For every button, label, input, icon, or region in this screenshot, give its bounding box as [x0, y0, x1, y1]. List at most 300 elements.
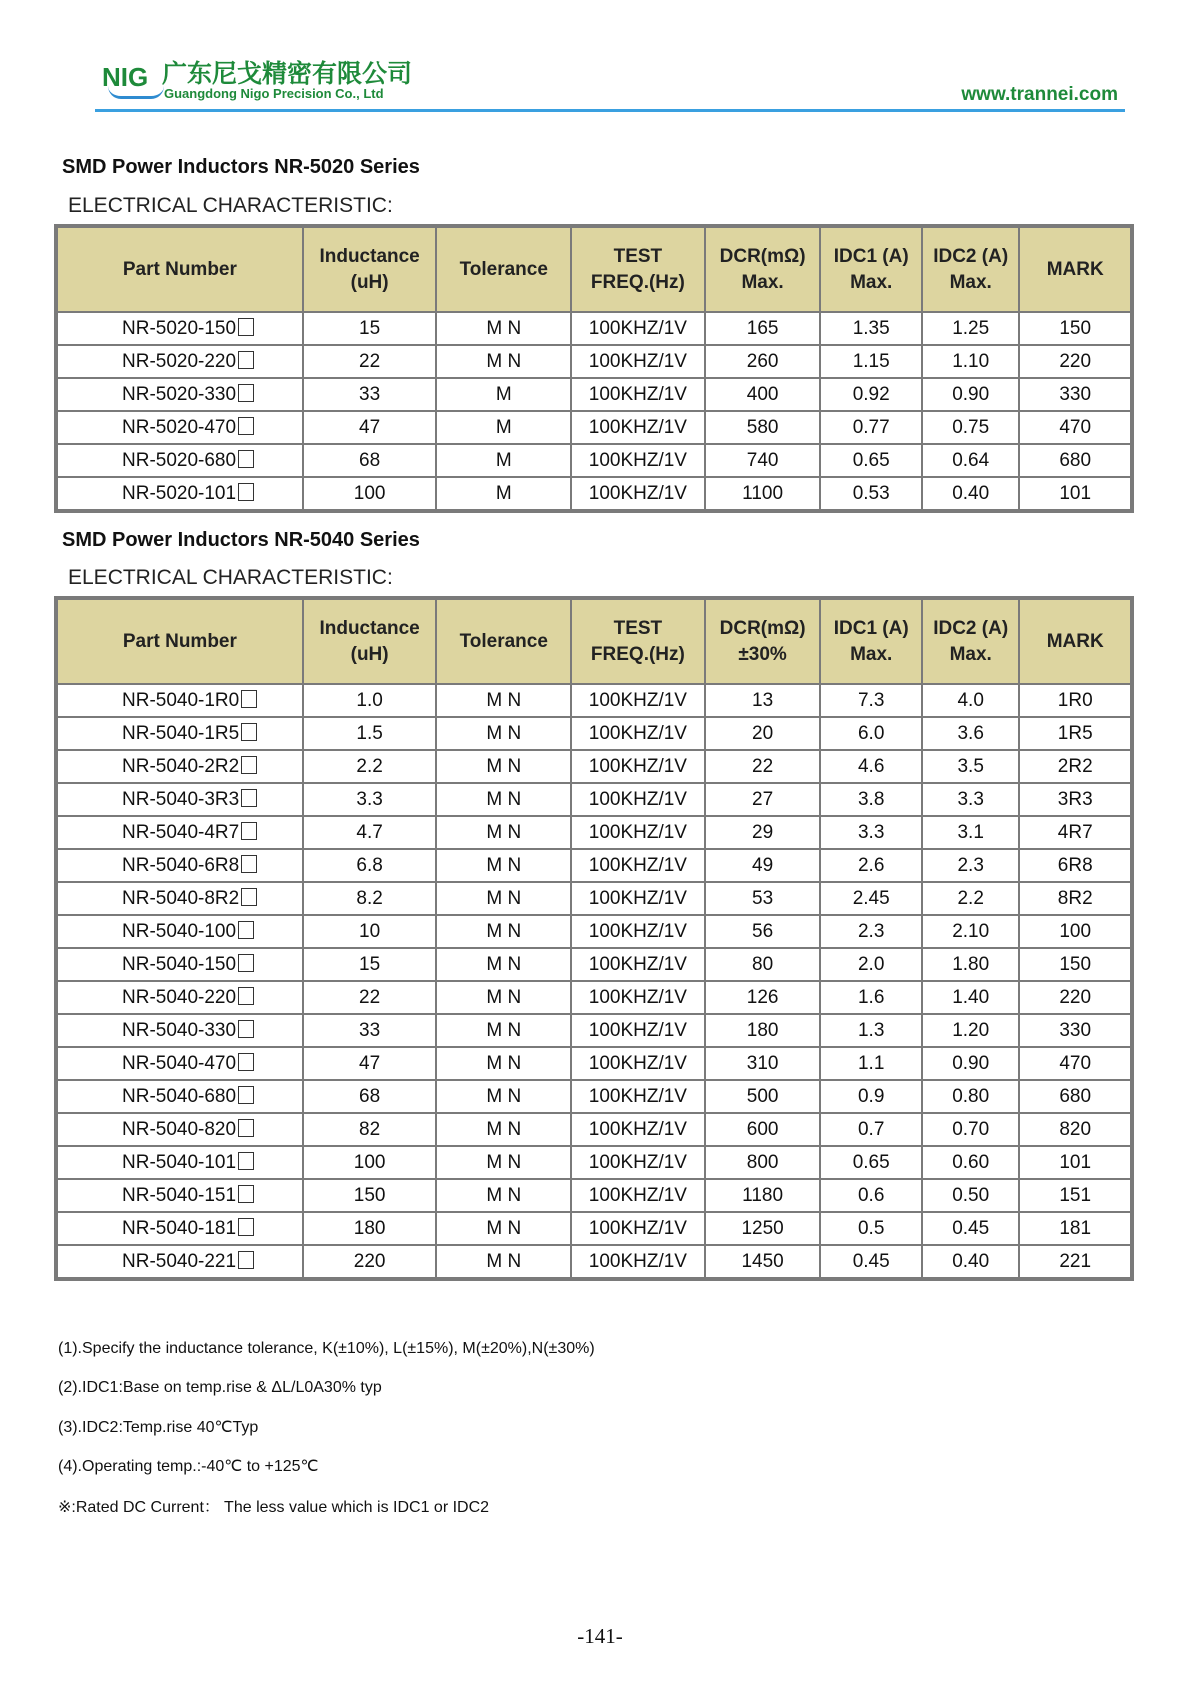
part-number-cell	[56, 411, 303, 444]
table-cell: M N	[436, 1245, 571, 1279]
table-cell: 101	[1019, 477, 1132, 511]
tolerance-code-box-icon	[238, 417, 254, 435]
table-cell: 100KHZ/1V	[571, 684, 705, 717]
table-row	[56, 915, 1132, 948]
table-cell: M N	[436, 816, 571, 849]
part-number-text: NR-5020-330	[122, 383, 237, 405]
part-number-cell	[56, 345, 303, 378]
table-row	[56, 882, 1132, 915]
part-number-cell	[56, 882, 303, 915]
part-number-cell	[56, 684, 303, 717]
table-cell: 20	[705, 717, 821, 750]
tolerance-code-box-icon	[238, 1152, 254, 1170]
part-number-cell	[56, 915, 303, 948]
company-name-cn: 广东尼戈精密有限公司	[162, 59, 413, 88]
column-header-line: Max.	[949, 643, 992, 665]
tolerance-code-box-icon	[241, 888, 257, 906]
table-cell: 180	[303, 1212, 437, 1245]
table-cell: 82	[303, 1113, 437, 1146]
table-row	[56, 1047, 1132, 1080]
part-number-text: NR-5040-6R8	[122, 854, 240, 876]
note-item: (1).Specify the inductance tolerance, K(±10%), L(±15%), M(±20%),N(±30%)	[58, 1340, 595, 1357]
tolerance-code-box-icon	[238, 1185, 254, 1203]
column-header	[922, 226, 1020, 312]
table-cell: 3.6	[922, 717, 1020, 750]
table-cell: 100KHZ/1V	[571, 981, 705, 1014]
page-number: -141-	[577, 1624, 623, 1648]
table-cell: 740	[705, 444, 821, 477]
table-cell: 13	[705, 684, 821, 717]
table-cell: 1.15	[820, 345, 921, 378]
column-header-line: MARK	[1046, 258, 1104, 280]
part-number-text: NR-5040-151	[122, 1184, 237, 1206]
table-cell: M N	[436, 717, 571, 750]
column-header-line: Tolerance	[459, 258, 548, 280]
table-cell: 6.0	[820, 717, 921, 750]
table-cell: 3.3	[303, 783, 437, 816]
table-row	[56, 948, 1132, 981]
table-cell: 6R8	[1019, 849, 1132, 882]
part-number-text: NR-5040-4R7	[122, 821, 240, 843]
table-cell: M	[436, 411, 571, 444]
table-cell: 100KHZ/1V	[571, 312, 705, 345]
table-cell: 1R0	[1019, 684, 1132, 717]
table-cell: 500	[705, 1080, 821, 1113]
table-cell: 22	[303, 981, 437, 1014]
table-row	[56, 444, 1132, 477]
column-header-line: Inductance	[319, 245, 420, 267]
table-cell: 68	[303, 444, 437, 477]
part-number-cell	[56, 1014, 303, 1047]
table-cell: 1R5	[1019, 717, 1132, 750]
part-number-text: NR-5040-101	[122, 1151, 237, 1173]
part-number-cell	[56, 444, 303, 477]
column-header-line: Part Number	[122, 258, 237, 280]
table-cell: 1.20	[922, 1014, 1020, 1047]
tolerance-code-box-icon	[241, 756, 257, 774]
note-item: (4).Operating temp.:-40℃ to +125℃	[58, 1457, 319, 1475]
table-cell: 221	[1019, 1245, 1132, 1279]
table-cell: 1.0	[303, 684, 437, 717]
table-header-row	[56, 598, 1132, 684]
table-cell: 0.65	[820, 1146, 921, 1179]
table-cell: 680	[1019, 444, 1132, 477]
column-header	[436, 226, 571, 312]
column-header-line: Max.	[850, 643, 893, 665]
table-cell: 0.5	[820, 1212, 921, 1245]
table-cell: 1.3	[820, 1014, 921, 1047]
table-cell: 4.7	[303, 816, 437, 849]
table-cell: 80	[705, 948, 821, 981]
table-cell: M N	[436, 849, 571, 882]
spec-table-nr5020	[54, 224, 1134, 513]
table-cell: 22	[303, 345, 437, 378]
table-cell: M N	[436, 1179, 571, 1212]
table-cell: 100KHZ/1V	[571, 816, 705, 849]
column-header-line: FREQ.(Hz)	[590, 271, 685, 293]
table-cell: M N	[436, 981, 571, 1014]
part-number-cell	[56, 948, 303, 981]
table-cell: 400	[705, 378, 821, 411]
table-cell: 0.60	[922, 1146, 1020, 1179]
tolerance-code-box-icon	[241, 789, 257, 807]
table-cell: 800	[705, 1146, 821, 1179]
table-cell: 820	[1019, 1113, 1132, 1146]
tolerance-code-box-icon	[238, 351, 254, 369]
table-cell: 53	[705, 882, 821, 915]
table-cell: 100KHZ/1V	[571, 1080, 705, 1113]
page-header	[0, 0, 1200, 120]
column-header-line: Inductance	[319, 617, 420, 639]
tolerance-code-box-icon	[238, 1053, 254, 1071]
tolerance-code-box-icon	[238, 921, 254, 939]
table-cell: 1.5	[303, 717, 437, 750]
spec-table-nr5040	[54, 596, 1134, 1281]
part-number-text: NR-5040-330	[122, 1019, 237, 1041]
table-cell: 100	[303, 477, 437, 511]
table-cell: 2.3	[922, 849, 1020, 882]
table-cell: 100KHZ/1V	[571, 717, 705, 750]
table-row	[56, 1113, 1132, 1146]
table-cell: 100KHZ/1V	[571, 1179, 705, 1212]
part-number-text: NR-5020-101	[122, 482, 237, 504]
tolerance-code-box-icon	[238, 318, 254, 336]
table-cell: 151	[1019, 1179, 1132, 1212]
table-cell: M	[436, 477, 571, 511]
table-cell: 100KHZ/1V	[571, 477, 705, 511]
part-number-cell	[56, 1080, 303, 1113]
table-cell: 1100	[705, 477, 821, 511]
table-cell: M N	[436, 915, 571, 948]
tolerance-code-box-icon	[238, 1119, 254, 1137]
table-cell: 33	[303, 378, 437, 411]
table-cell: 4.6	[820, 750, 921, 783]
table-cell: M N	[436, 783, 571, 816]
table-cell: 1.25	[922, 312, 1020, 345]
table-cell: M N	[436, 1212, 571, 1245]
table-cell: M N	[436, 345, 571, 378]
part-number-text: NR-5040-220	[122, 986, 237, 1008]
table-cell: 0.6	[820, 1179, 921, 1212]
part-number-text: NR-5040-3R3	[122, 788, 240, 810]
table-cell: 100KHZ/1V	[571, 1047, 705, 1080]
table-cell: 6.8	[303, 849, 437, 882]
column-header	[820, 598, 921, 684]
table-cell: 100KHZ/1V	[571, 783, 705, 816]
table-cell: 1250	[705, 1212, 821, 1245]
table-cell: 100KHZ/1V	[571, 1212, 705, 1245]
table-header-row	[56, 226, 1132, 312]
column-header-line: TEST	[613, 617, 663, 639]
column-header-line: Max.	[949, 271, 992, 293]
table-cell: 0.65	[820, 444, 921, 477]
part-number-cell	[56, 1146, 303, 1179]
part-number-text: NR-5040-150	[122, 953, 237, 975]
table-cell: 0.40	[922, 477, 1020, 511]
table-cell: 100KHZ/1V	[571, 1014, 705, 1047]
table-cell: M N	[436, 750, 571, 783]
column-header	[705, 226, 821, 312]
table-cell: 260	[705, 345, 821, 378]
table-cell: 0.77	[820, 411, 921, 444]
table-cell: 0.50	[922, 1179, 1020, 1212]
table-cell: 680	[1019, 1080, 1132, 1113]
table-cell: 220	[303, 1245, 437, 1279]
column-header-line: DCR(mΩ)	[719, 617, 806, 639]
table-cell: 310	[705, 1047, 821, 1080]
table-cell: M N	[436, 1047, 571, 1080]
table-cell: 4R7	[1019, 816, 1132, 849]
tolerance-code-box-icon	[238, 1251, 254, 1269]
logo-text: NIG	[102, 62, 149, 92]
table-cell: M N	[436, 684, 571, 717]
table-cell: 180	[705, 1014, 821, 1047]
table-cell: M N	[436, 882, 571, 915]
table-cell: 1450	[705, 1245, 821, 1279]
table-cell: 0.90	[922, 378, 1020, 411]
part-number-cell	[56, 312, 303, 345]
table-cell: 101	[1019, 1146, 1132, 1179]
table-cell: 100KHZ/1V	[571, 882, 705, 915]
table-cell: 0.45	[820, 1245, 921, 1279]
column-header-line: IDC2 (A)	[933, 245, 1009, 267]
table-cell: M N	[436, 1014, 571, 1047]
column-header	[705, 598, 821, 684]
tolerance-code-box-icon	[238, 1020, 254, 1038]
table-cell: 29	[705, 816, 821, 849]
table-cell: 22	[705, 750, 821, 783]
part-number-text: NR-5040-820	[122, 1118, 237, 1140]
section-title-nr5020: SMD Power Inductors NR-5020 Series	[62, 156, 420, 178]
table-cell: 100KHZ/1V	[571, 1113, 705, 1146]
table-cell: 2.45	[820, 882, 921, 915]
part-number-text: NR-5040-1R0	[122, 689, 240, 711]
table-cell: 1.80	[922, 948, 1020, 981]
website-url: www.trannei.com	[961, 84, 1118, 105]
tolerance-code-box-icon	[238, 954, 254, 972]
table-cell: 0.7	[820, 1113, 921, 1146]
tolerance-code-box-icon	[238, 1086, 254, 1104]
tolerance-code-box-icon	[241, 723, 257, 741]
table-cell: 2.0	[820, 948, 921, 981]
table-cell: 100KHZ/1V	[571, 1146, 705, 1179]
table-cell: 8.2	[303, 882, 437, 915]
table-cell: 0.70	[922, 1113, 1020, 1146]
table-cell: 100KHZ/1V	[571, 849, 705, 882]
column-header-line: IDC1 (A)	[833, 617, 909, 639]
table-cell: 100KHZ/1V	[571, 378, 705, 411]
table-cell: 47	[303, 1047, 437, 1080]
table-cell: 15	[303, 312, 437, 345]
tolerance-code-box-icon	[238, 987, 254, 1005]
part-number-cell	[56, 1245, 303, 1279]
table-row	[56, 783, 1132, 816]
table-cell: 100KHZ/1V	[571, 345, 705, 378]
part-number-text: NR-5020-150	[122, 317, 237, 339]
header-divider	[95, 109, 1125, 112]
column-header-line: IDC2 (A)	[933, 617, 1009, 639]
note-item: (2).IDC1:Base on temp.rise & ΔL/L0A30% typ	[58, 1378, 382, 1396]
column-header	[1019, 598, 1132, 684]
part-number-cell	[56, 477, 303, 511]
column-header-line: (uH)	[350, 643, 389, 665]
section-subtitle-nr5020: ELECTRICAL CHARACTERISTIC:	[68, 194, 393, 217]
table-cell: 0.80	[922, 1080, 1020, 1113]
table-cell: 27	[705, 783, 821, 816]
table-row	[56, 816, 1132, 849]
table-cell: 1180	[705, 1179, 821, 1212]
table-cell: M N	[436, 1113, 571, 1146]
part-number-text: NR-5020-220	[122, 350, 237, 372]
part-number-cell	[56, 849, 303, 882]
company-name-en: Guangdong Nigo Precision Co., Ltd	[164, 86, 384, 101]
part-number-text: NR-5040-221	[122, 1250, 237, 1272]
table-row	[56, 1080, 1132, 1113]
part-number-text: NR-5040-100	[122, 920, 237, 942]
table-row	[56, 684, 1132, 717]
table-cell: 3R3	[1019, 783, 1132, 816]
table-cell: 0.45	[922, 1212, 1020, 1245]
table-cell: 0.40	[922, 1245, 1020, 1279]
table-cell: 470	[1019, 1047, 1132, 1080]
column-header	[820, 226, 921, 312]
column-header	[571, 226, 705, 312]
table-cell: M	[436, 444, 571, 477]
table-cell: 100KHZ/1V	[571, 750, 705, 783]
column-header-line: TEST	[613, 245, 663, 267]
company-logo	[102, 62, 148, 93]
table-cell: 2.2	[922, 882, 1020, 915]
table-row	[56, 345, 1132, 378]
tolerance-code-box-icon	[238, 450, 254, 468]
notes-list	[58, 1340, 595, 1533]
tolerance-code-box-icon	[241, 855, 257, 873]
table-cell: 3.1	[922, 816, 1020, 849]
table-cell: 68	[303, 1080, 437, 1113]
table-row	[56, 411, 1132, 444]
table-row	[56, 378, 1132, 411]
table-cell: 100KHZ/1V	[571, 411, 705, 444]
table-cell: 181	[1019, 1212, 1132, 1245]
column-header-line: ±30%	[738, 643, 787, 665]
part-number-cell	[56, 378, 303, 411]
table-cell: 2.10	[922, 915, 1020, 948]
table-cell: 100KHZ/1V	[571, 1245, 705, 1279]
part-number-text: NR-5040-2R2	[122, 755, 240, 777]
column-header	[436, 598, 571, 684]
logo-swoosh-icon	[108, 86, 164, 99]
table-cell: M N	[436, 1146, 571, 1179]
table-cell: 2.2	[303, 750, 437, 783]
table-cell: 330	[1019, 378, 1132, 411]
column-header	[571, 598, 705, 684]
table-row	[56, 1146, 1132, 1179]
table-cell: 1.35	[820, 312, 921, 345]
table-cell: 220	[1019, 345, 1132, 378]
table-cell: 10	[303, 915, 437, 948]
table-row	[56, 849, 1132, 882]
table-cell: 2.3	[820, 915, 921, 948]
table-cell: 0.64	[922, 444, 1020, 477]
table-cell: 15	[303, 948, 437, 981]
table-cell: 600	[705, 1113, 821, 1146]
table-cell: 470	[1019, 411, 1132, 444]
table-cell: 126	[705, 981, 821, 1014]
part-number-text: NR-5040-1R5	[122, 722, 240, 744]
column-header	[1019, 226, 1132, 312]
note-item: (3).IDC2:Temp.rise 40℃Typ	[58, 1419, 259, 1436]
table-cell: 7.3	[820, 684, 921, 717]
part-number-text: NR-5040-181	[122, 1217, 237, 1239]
part-number-cell	[56, 783, 303, 816]
table-cell: 0.9	[820, 1080, 921, 1113]
column-header	[303, 598, 437, 684]
table-cell: 220	[1019, 981, 1132, 1014]
table-cell: 100KHZ/1V	[571, 948, 705, 981]
tolerance-code-box-icon	[241, 690, 257, 708]
table-row	[56, 717, 1132, 750]
table-cell: 49	[705, 849, 821, 882]
table-row	[56, 750, 1132, 783]
table-cell: 8R2	[1019, 882, 1132, 915]
column-header	[56, 226, 303, 312]
table-cell: 330	[1019, 1014, 1132, 1047]
table-row	[56, 1014, 1132, 1047]
part-number-cell	[56, 816, 303, 849]
table-cell: 100KHZ/1V	[571, 915, 705, 948]
table-cell: 3.3	[820, 816, 921, 849]
column-header-line: MARK	[1046, 630, 1104, 652]
table-cell: 0.92	[820, 378, 921, 411]
note-item: ※:Rated DC Current： The less value which is IDC1 or IDC2	[58, 1499, 490, 1516]
table-cell: M N	[436, 1080, 571, 1113]
table-cell: 3.5	[922, 750, 1020, 783]
column-header-line: DCR(mΩ)	[719, 245, 806, 267]
table-cell: 150	[1019, 948, 1132, 981]
part-number-cell	[56, 1212, 303, 1245]
part-number-text: NR-5040-680	[122, 1085, 237, 1107]
table-cell: 2R2	[1019, 750, 1132, 783]
table-cell: 100	[1019, 915, 1132, 948]
table-cell: 1.40	[922, 981, 1020, 1014]
table-cell: M	[436, 378, 571, 411]
table-cell: 580	[705, 411, 821, 444]
table-cell: 3.3	[922, 783, 1020, 816]
table-cell: 150	[303, 1179, 437, 1212]
part-number-cell	[56, 1113, 303, 1146]
table-cell: 100KHZ/1V	[571, 444, 705, 477]
table-row	[56, 312, 1132, 345]
table-row	[56, 1245, 1132, 1279]
part-number-cell	[56, 717, 303, 750]
part-number-text: NR-5040-470	[122, 1052, 237, 1074]
tolerance-code-box-icon	[238, 1218, 254, 1236]
column-header-line: IDC1 (A)	[833, 245, 909, 267]
table-cell: 150	[1019, 312, 1132, 345]
tolerance-code-box-icon	[241, 822, 257, 840]
table-cell: 1.6	[820, 981, 921, 1014]
column-header-line: FREQ.(Hz)	[590, 643, 685, 665]
section-subtitle-nr5040: ELECTRICAL CHARACTERISTIC:	[68, 566, 393, 589]
table-cell: M N	[436, 948, 571, 981]
table-cell: 0.75	[922, 411, 1020, 444]
column-header	[56, 598, 303, 684]
table-cell: 47	[303, 411, 437, 444]
table-cell: 1.1	[820, 1047, 921, 1080]
part-number-text: NR-5040-8R2	[122, 887, 240, 909]
part-number-text: NR-5020-680	[122, 449, 237, 471]
table-cell: 4.0	[922, 684, 1020, 717]
